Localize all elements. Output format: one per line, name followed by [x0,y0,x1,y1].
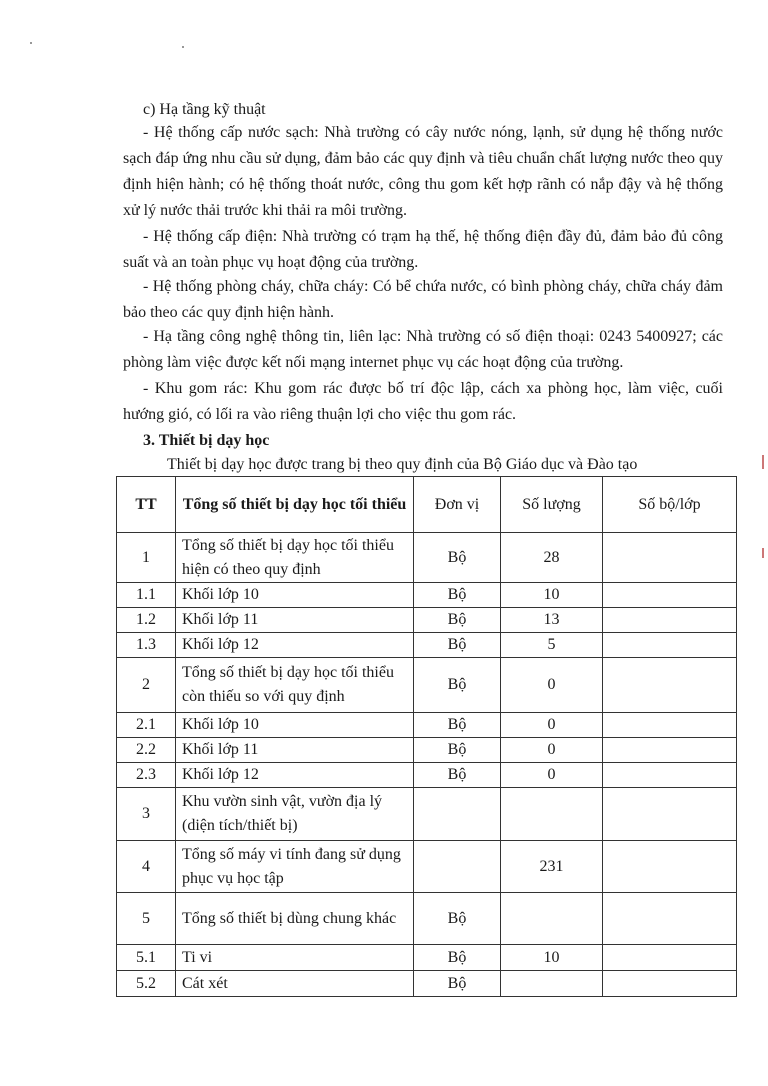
table-row [117,893,737,945]
section-3-caption: Thiết bị dạy học được trang bị theo quy định của Bộ Giáo dục và Đào tạo [167,456,638,473]
cell-tt: 5 [117,893,176,945]
cell-quantity: 5 [501,633,603,658]
table-row [117,633,737,658]
cell-equipment: Cát xét [176,971,414,997]
cell-sets-per-class [603,971,737,997]
cell-unit: Bộ [414,633,501,658]
header-tt: TT [117,477,176,533]
cell-unit: Bộ [414,893,501,945]
table-row [117,945,737,971]
table-row [117,738,737,763]
cell-quantity: 0 [501,658,603,713]
section-c-heading: c) Hạ tầng kỹ thuật [143,101,266,118]
cell-unit: Bộ [414,738,501,763]
cell-tt: 1.1 [117,583,176,608]
scan-edge-mark [762,455,764,469]
cell-unit [414,841,501,893]
table-row [117,788,737,841]
cell-quantity: 13 [501,608,603,633]
cell-equipment: Khu vườn sinh vật, vườn địa lý (diện tích/thiết bị) [176,788,414,841]
cell-unit [414,788,501,841]
cell-equipment: Khối lớp 11 [176,738,414,763]
cell-tt: 5.1 [117,945,176,971]
cell-sets-per-class [603,533,737,583]
cell-equipment: Khối lớp 12 [176,633,414,658]
cell-sets-per-class [603,658,737,713]
cell-unit: Bộ [414,763,501,788]
paragraph-waste-collection: - Khu gom rác: Khu gom rác được bố trí độc lập, cách xa phòng học, làm việc, cuối hướng gió, có lối ra vào riêng thuận lợi cho việc thu gom rác. [123,380,723,423]
cell-sets-per-class [603,841,737,893]
cell-sets-per-class [603,583,737,608]
cell-quantity [501,893,603,945]
paragraph-water-supply: - Hệ thống cấp nước sạch: Nhà trường có cây nước nóng, lạnh, sử dụng hệ thống nước sạch đáp ứng nhu cầu sử dụng, đảm bảo các quy định và tiêu chuẩn chất lượng nước theo quy định hiện hành; có hệ thống thoát nước, công thu gom kết hợp rãnh có nắp đậy và hệ thống xử lý nước thải trước khi thải ra môi trường. [123,124,723,219]
cell-equipment: Tổng số thiết bị dạy học tối thiểu còn thiếu so với quy định [176,658,414,713]
cell-sets-per-class [603,788,737,841]
equipment-table [116,476,737,997]
cell-quantity: 10 [501,945,603,971]
table-row [117,533,737,583]
cell-sets-per-class [603,738,737,763]
cell-sets-per-class [603,763,737,788]
cell-unit: Bộ [414,533,501,583]
table-row [117,763,737,788]
paragraph-it-infrastructure: - Hạ tầng công nghệ thông tin, liên lạc: Nhà trường có số điện thoại: 0243 5400927; các phòng làm việc được kết nối mạng internet phục vụ các hoạt động của trường. [123,328,723,371]
cell-unit: Bộ [414,945,501,971]
cell-equipment: Tổng số thiết bị dùng chung khác [176,893,414,945]
cell-quantity: 28 [501,533,603,583]
table-row [117,841,737,893]
cell-equipment: Tổng số máy vi tính đang sử dụng phục vụ học tập [176,841,414,893]
section-3-heading: 3. Thiết bị dạy học [143,432,270,449]
cell-quantity: 231 [501,841,603,893]
cell-tt: 2 [117,658,176,713]
cell-unit: Bộ [414,608,501,633]
cell-sets-per-class [603,893,737,945]
header-unit: Đơn vị [414,477,501,533]
cell-sets-per-class [603,945,737,971]
table-row [117,583,737,608]
cell-sets-per-class [603,633,737,658]
cell-equipment: Tổng số thiết bị dạy học tối thiểu hiện có theo quy định [176,533,414,583]
cell-sets-per-class [603,713,737,738]
scan-speck [182,46,184,48]
table-row [117,658,737,713]
cell-unit: Bộ [414,658,501,713]
cell-tt: 5.2 [117,971,176,997]
table-row [117,608,737,633]
scan-edge-mark [762,548,764,558]
cell-tt: 2.2 [117,738,176,763]
header-equipment: Tổng số thiết bị dạy học tối thiểu [176,477,414,533]
cell-tt: 1.2 [117,608,176,633]
header-quantity: Số lượng [501,477,603,533]
scan-speck [30,42,32,44]
cell-equipment: Khối lớp 12 [176,763,414,788]
cell-quantity [501,971,603,997]
cell-tt: 4 [117,841,176,893]
cell-tt: 1.3 [117,633,176,658]
cell-tt: 1 [117,533,176,583]
cell-quantity: 0 [501,713,603,738]
cell-sets-per-class [603,608,737,633]
paragraph-fire-safety: - Hệ thống phòng cháy, chữa cháy: Có bể chứa nước, có bình phòng cháy, chữa cháy đảm bảo theo các quy định hiện hành. [123,278,723,321]
cell-equipment: Khối lớp 10 [176,713,414,738]
cell-quantity: 0 [501,738,603,763]
cell-equipment: Khối lớp 10 [176,583,414,608]
table-row [117,971,737,997]
header-sets-per-class: Số bộ/lớp [603,477,737,533]
cell-quantity: 0 [501,763,603,788]
cell-equipment: Ti vi [176,945,414,971]
cell-quantity: 10 [501,583,603,608]
table-row [117,713,737,738]
cell-unit: Bộ [414,713,501,738]
cell-tt: 3 [117,788,176,841]
table-header-row [117,477,737,533]
cell-tt: 2.3 [117,763,176,788]
cell-equipment: Khối lớp 11 [176,608,414,633]
cell-quantity [501,788,603,841]
paragraph-electricity: - Hệ thống cấp điện: Nhà trường có trạm hạ thế, hệ thống điện đầy đủ, đảm bảo đủ công suất và an toàn phục vụ hoạt động của trường. [123,228,723,271]
cell-unit: Bộ [414,971,501,997]
cell-unit: Bộ [414,583,501,608]
cell-tt: 2.1 [117,713,176,738]
